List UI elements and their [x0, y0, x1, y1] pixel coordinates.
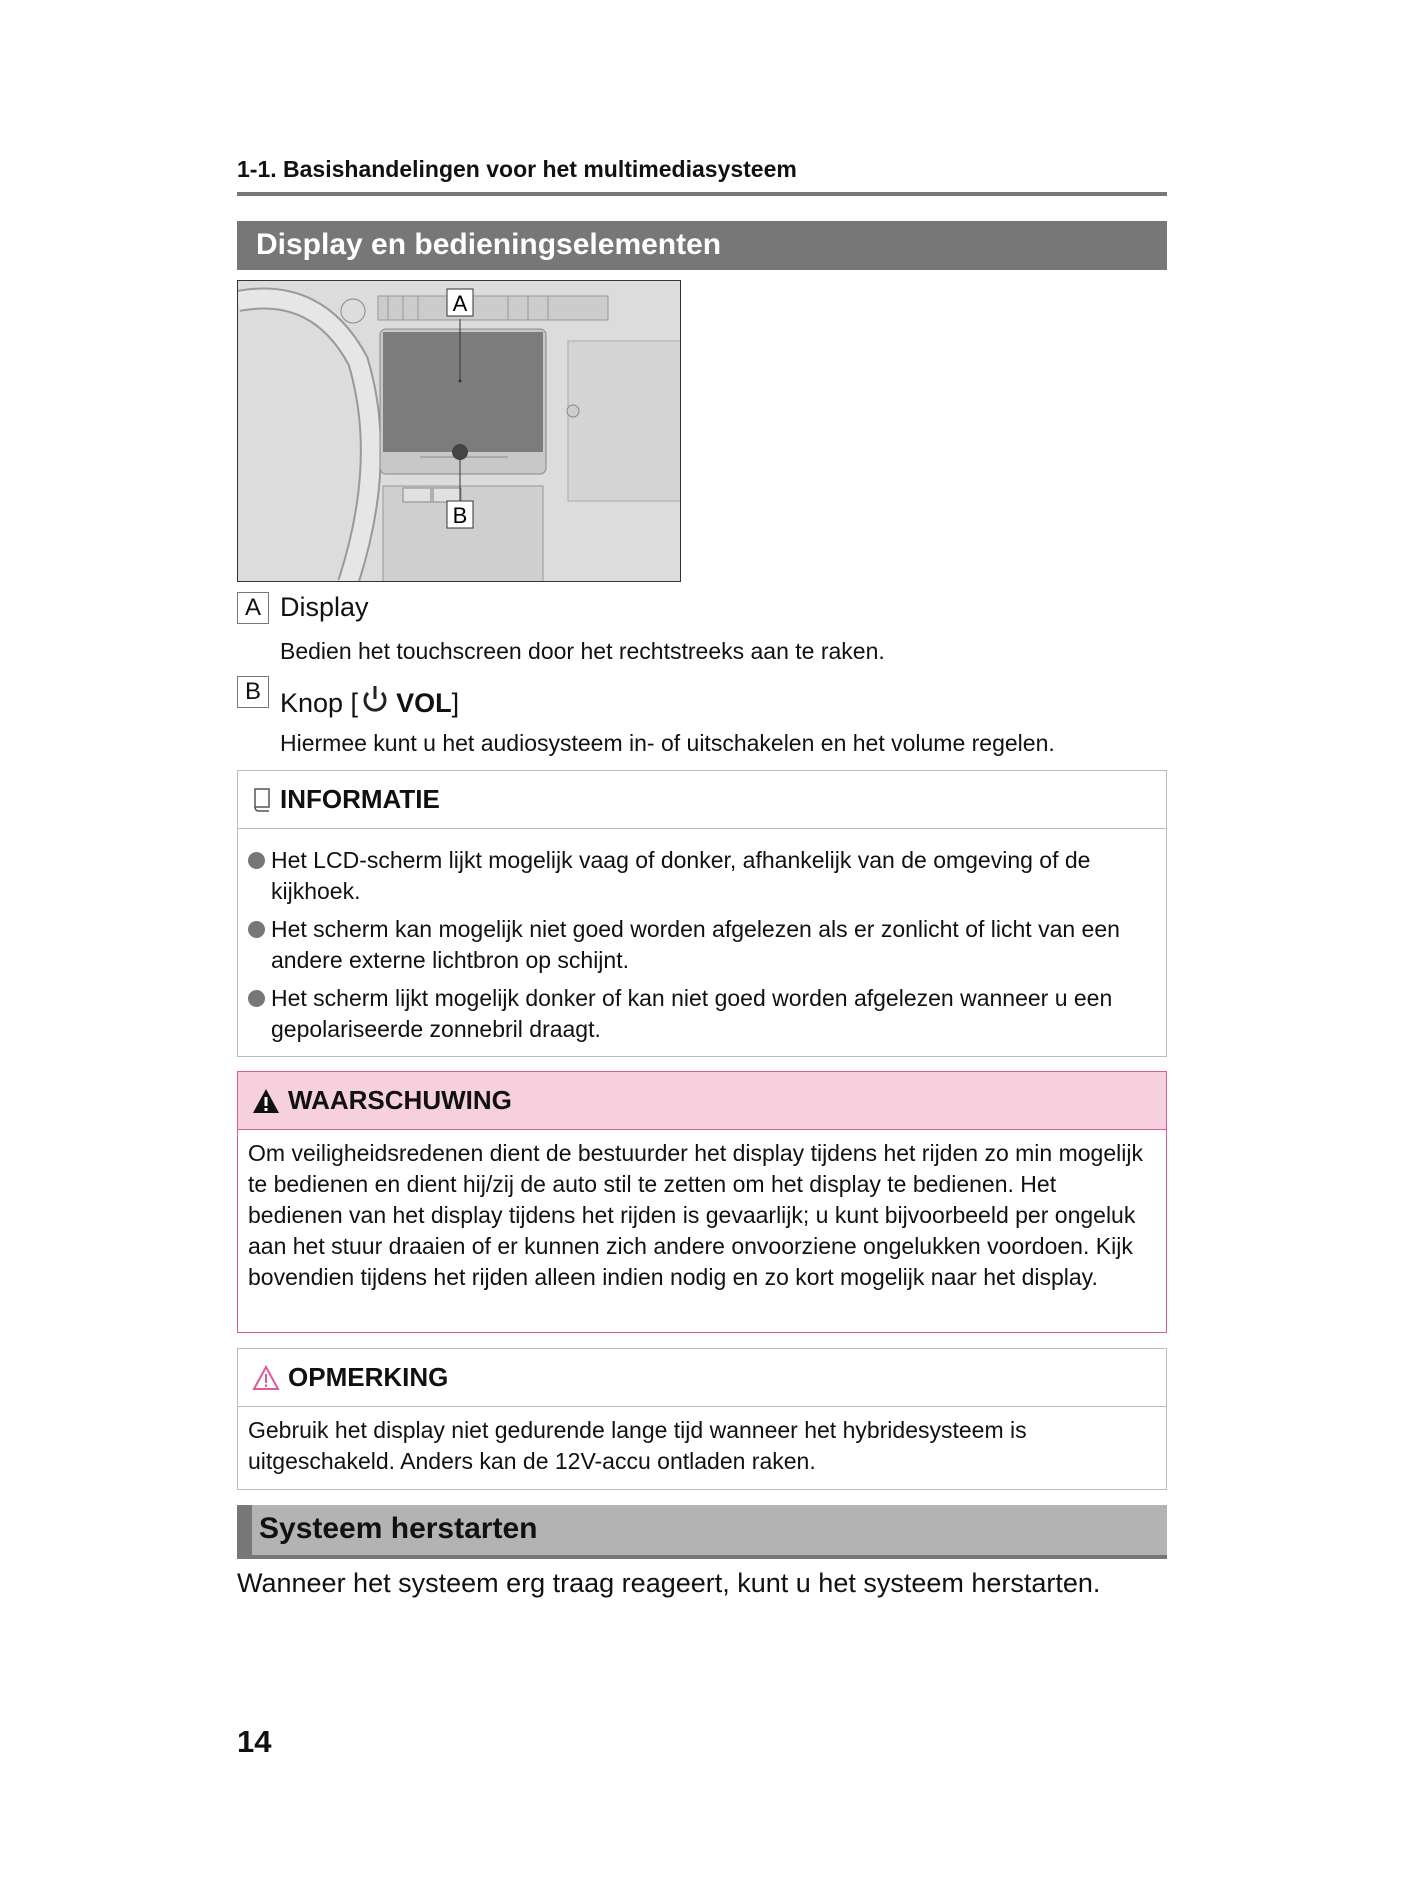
item-title-knob — [280, 684, 459, 722]
power-icon — [360, 684, 390, 716]
restart-text: Wanneer het systeem erg traag reageert, kunt u het systeem herstarten. — [237, 1568, 1101, 1598]
info-title: INFORMATIE — [280, 784, 440, 814]
info-bullet: Het scherm lijkt mogelijk donker of kan niet goed worden afgelezen wanneer u een gepolariseerde zonnebril draagt. — [248, 983, 1156, 1045]
warning-title: WAARSCHUWING — [288, 1085, 512, 1115]
item-title-display: Display — [280, 592, 369, 622]
callout-b: B — [452, 503, 468, 528]
item-label-b: B — [237, 676, 269, 708]
warning-header — [238, 1072, 1166, 1130]
chapter-header: 1-1. Basishandelingen voor het multimediasysteem — [237, 156, 797, 182]
warning-body: Om veiligheidsredenen dient de bestuurder het display tijdens het rijden zo min mogelijk te bedienen en dient hij/zij de auto stil te zetten om het display te bedienen. Het bedienen van het display tijdens het rijden is gevaarlijk; u kunt bijvoorbeeld per ongeluk aan het stuur draaien of er kunnen zich andere onvoorziene ongelukken voordoen. Kijk bovendien tijdens het rijden alleen indien nodig en zo kort mogelijk naar het display. — [248, 1140, 1143, 1290]
section-title-restart: Systeem herstarten — [237, 1505, 1167, 1559]
notice-title: OPMERKING — [288, 1362, 449, 1392]
info-bullet: Het scherm kan mogelijk niet goed worden afgelezen als er zonlicht of licht van een andere externe lichtbron op schijnt. — [248, 914, 1156, 976]
info-box — [237, 770, 1167, 1057]
item-title-suffix: ] — [451, 687, 460, 718]
section-title-display: Display en bedieningselementen — [237, 221, 1167, 270]
item-label-a: A — [237, 592, 269, 624]
warning-icon — [252, 1088, 280, 1114]
notice-body: Gebruik het display niet gedurende lange tijd wanneer het hybridesysteem is uitgeschakeld. Anders kan de 12V-accu ontladen raken. — [248, 1417, 1027, 1474]
item-description-display: Bedien het touchscreen door het rechtstreeks aan te raken. — [280, 638, 885, 664]
caution-icon — [252, 1365, 280, 1391]
book-icon — [252, 787, 272, 813]
info-header — [238, 771, 1166, 829]
item-description-knob: Hiermee kunt u het audiosysteem in- of uitschakelen en het volume regelen. — [280, 730, 1055, 756]
header-rule — [237, 192, 1167, 196]
notice-header — [238, 1349, 1166, 1407]
item-title-vol: VOL — [396, 687, 452, 718]
callout-a: A — [452, 291, 468, 316]
page-number: 14 — [237, 1724, 272, 1759]
item-title-prefix: Knop [ — [280, 687, 359, 718]
dashboard-illustration — [237, 280, 681, 582]
notice-box — [237, 1348, 1167, 1490]
warning-box — [237, 1071, 1167, 1333]
info-bullet: Het LCD-scherm lijkt mogelijk vaag of donker, afhankelijk van de omgeving of de kijkhoek. — [248, 845, 1156, 907]
